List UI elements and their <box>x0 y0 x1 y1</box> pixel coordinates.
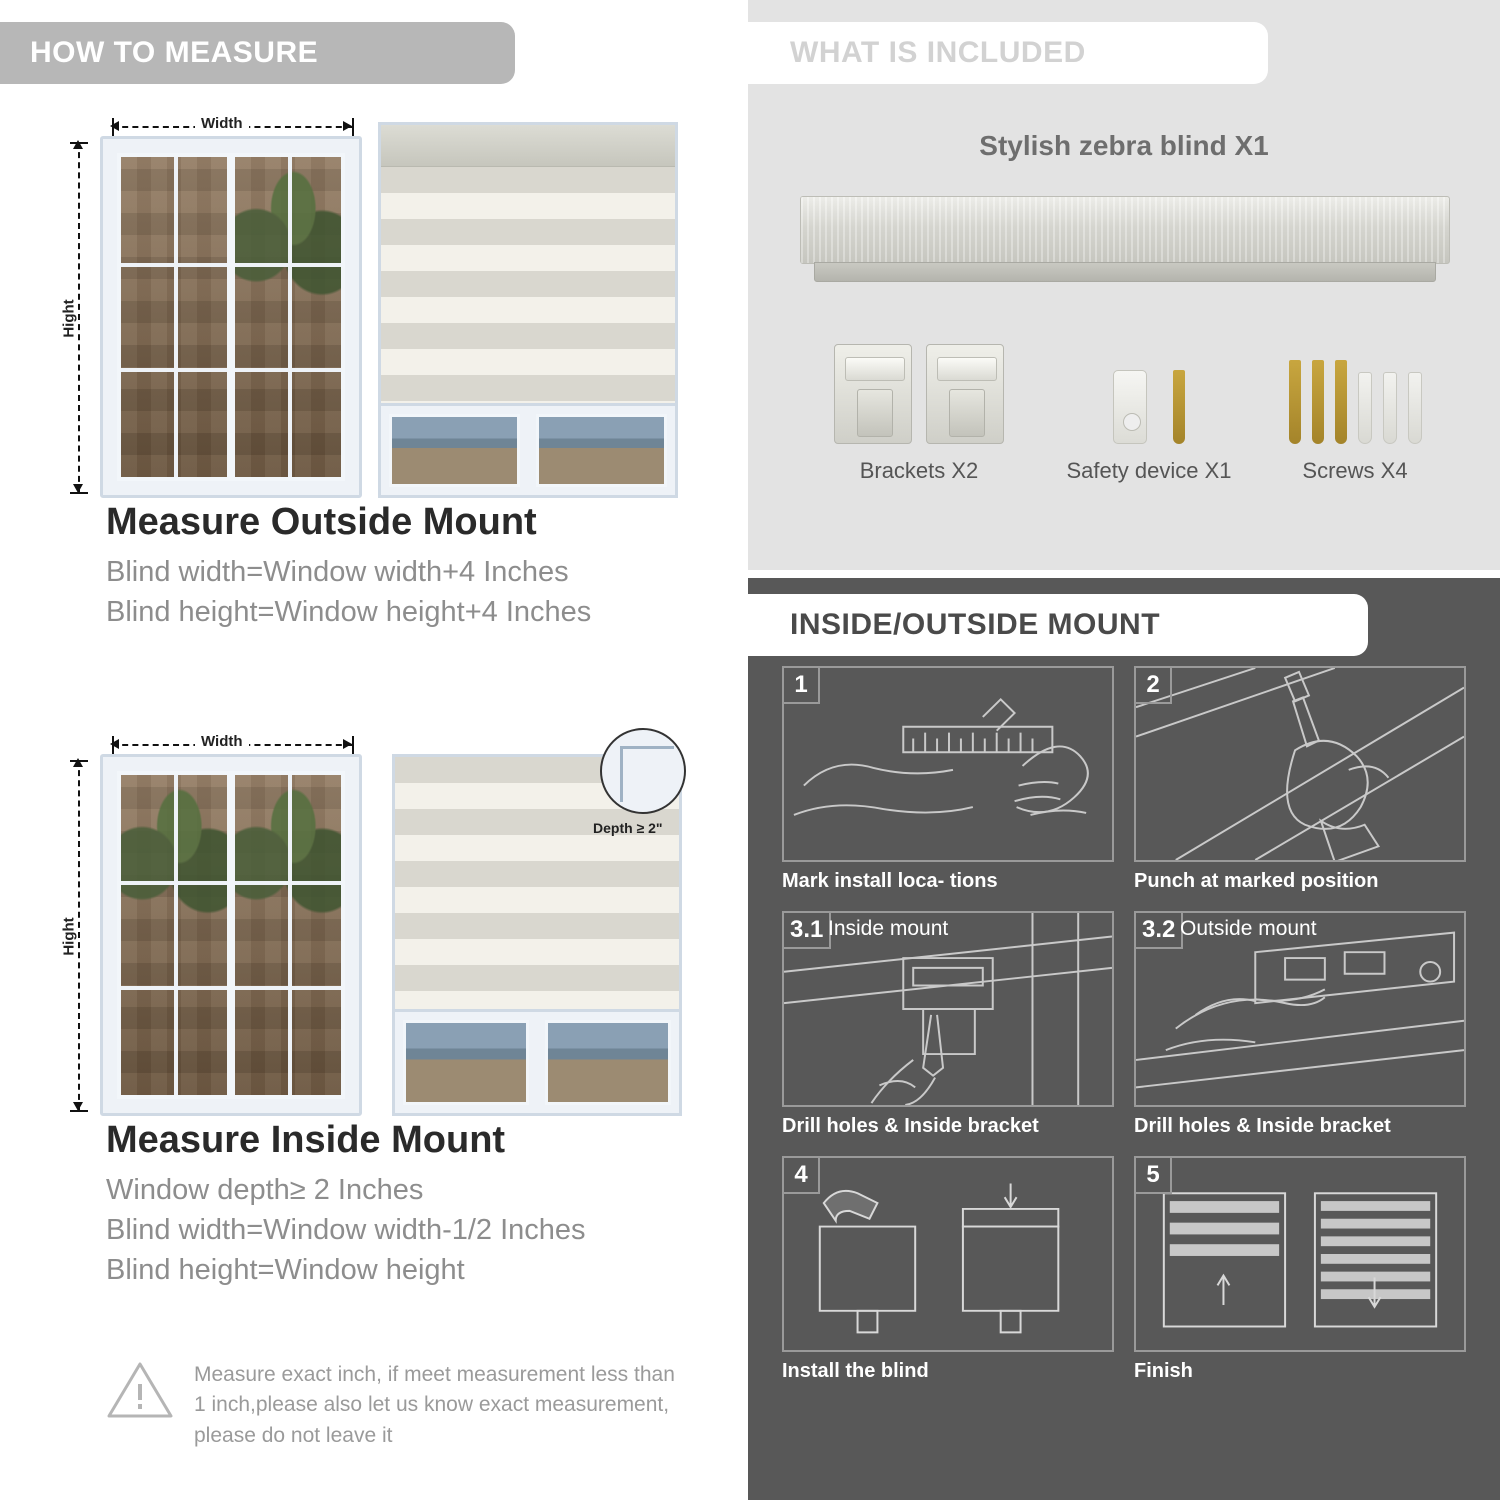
inside-mount-block <box>0 718 740 1290</box>
window-pane-right-inside <box>231 771 345 1099</box>
window-pane-right <box>231 153 345 481</box>
mount-step-1-caption: Mark install loca- tions <box>782 870 998 892</box>
measure-note <box>106 1360 686 1451</box>
blind-illustration-outside <box>378 122 678 498</box>
finish-sketch <box>1136 1158 1464 1350</box>
part-safety-device-label: Safety device X1 <box>1066 458 1232 483</box>
mount-step-5-number: 5 <box>1136 1158 1172 1194</box>
mount-step-3-1-image <box>782 911 1114 1107</box>
part-safety-device <box>1038 340 1260 484</box>
mount-step-1-number: 1 <box>784 668 820 704</box>
depth-label: Depth ≥ 2" <box>593 820 663 836</box>
warning-triangle-icon <box>106 1360 174 1420</box>
outside-mount-title: Measure Outside Mount <box>106 501 537 543</box>
mount-step-3-1 <box>782 911 1114 1138</box>
inside-height-tick-bottom <box>70 1110 88 1112</box>
inside-outside-mount-section <box>748 578 1500 1500</box>
mount-step-3-1-number: 3.1 <box>784 913 831 949</box>
outside-height-tick-bottom <box>70 492 88 494</box>
how-to-measure-banner <box>0 22 515 84</box>
outside-width-tick-right <box>352 118 354 136</box>
inside-outside-mount-banner <box>748 594 1368 656</box>
outside-height-dimension-line <box>78 142 80 492</box>
window-pane-left <box>117 153 231 481</box>
mount-step-4 <box>782 1156 1114 1383</box>
mount-step-2-image <box>1134 666 1466 862</box>
mount-step-2-caption: Punch at marked position <box>1134 870 1379 892</box>
what-is-included-banner <box>748 22 1268 84</box>
inside-outside-mount-banner-label: INSIDE/OUTSIDE MOUNT <box>790 608 1161 641</box>
mount-step-3-1-subtitle: Inside mount <box>828 917 949 940</box>
outside-mount-line-1: Blind width=Window width+4 Inches <box>106 556 569 588</box>
install-blind-sketch <box>784 1158 1112 1350</box>
included-headline: Stylish zebra blind X1 <box>979 130 1269 161</box>
inside-bracket-sketch <box>784 913 1112 1105</box>
blind-window-pane-left-inside <box>403 1020 529 1105</box>
safety-device-icon <box>1113 370 1147 444</box>
how-to-measure-banner-label: HOW TO MEASURE <box>30 36 319 69</box>
what-is-included-section <box>748 0 1500 570</box>
mount-step-3-2 <box>1134 911 1466 1138</box>
what-is-included-banner-label: WHAT IS INCLUDED <box>790 36 1086 69</box>
outside-mount-block <box>0 100 740 632</box>
blind-zebra-fabric-outside <box>381 167 675 412</box>
blind-headrail-outside <box>381 125 675 167</box>
outside-width-label: Width <box>195 115 249 132</box>
inside-width-arrow-right <box>343 739 352 749</box>
outside-mount-line-2: Blind height=Window height+4 Inches <box>106 596 592 629</box>
window-illustration-outside <box>100 136 362 498</box>
how-to-measure-section <box>0 0 740 1500</box>
wall-anchor-icon-1 <box>1358 372 1372 444</box>
screw-icon-2 <box>1312 360 1324 444</box>
inside-mount-line-3: Blind height=Window height <box>106 1254 465 1287</box>
mount-step-5-caption: Finish <box>1134 1360 1193 1382</box>
window-glass-outside <box>117 153 345 481</box>
bracket-icon-2 <box>926 344 1004 444</box>
inside-width-tick-left <box>112 736 114 754</box>
depth-callout-circle <box>600 728 686 814</box>
outside-width-arrow-right <box>343 121 352 131</box>
outside-mount-diagram <box>0 100 740 495</box>
window-pane-left-inside <box>117 771 231 1099</box>
measure-note-text: Measure exact inch, if meet measurement less than 1 inch,please also let us know exact measurement, please do not leave it <box>194 1363 675 1447</box>
mount-step-3-2-number: 3.2 <box>1136 913 1183 949</box>
blind-lower-window-outside <box>381 403 675 495</box>
mount-steps-grid <box>782 666 1466 1383</box>
inside-mount-diagram <box>0 718 740 1113</box>
inside-width-label: Width <box>195 733 249 750</box>
wall-anchor-icon-3 <box>1408 372 1422 444</box>
inside-height-dimension-line <box>78 760 80 1110</box>
screw-icon-3 <box>1335 360 1347 444</box>
inside-width-tick-right <box>352 736 354 754</box>
outside-height-label: Hight <box>60 299 78 338</box>
part-brackets <box>800 340 1038 484</box>
mount-step-1-image <box>782 666 1114 862</box>
blind-window-pane-left <box>389 414 520 487</box>
mount-step-4-image <box>782 1156 1114 1352</box>
inside-height-label: Hight <box>60 917 78 956</box>
mount-step-2 <box>1134 666 1466 893</box>
window-glass-inside <box>117 771 345 1099</box>
blind-window-pane-right-inside <box>545 1020 671 1105</box>
mount-step-5 <box>1134 1156 1466 1383</box>
mount-step-5-image <box>1134 1156 1466 1352</box>
mount-step-2-number: 2 <box>1136 668 1172 704</box>
part-screws <box>1260 340 1450 484</box>
outside-height-tick-top <box>70 142 88 144</box>
window-illustration-inside <box>100 754 362 1116</box>
mount-step-3-2-subtitle: Outside mount <box>1180 917 1317 940</box>
part-brackets-label: Brackets X2 <box>859 458 979 483</box>
blind-window-pane-right <box>536 414 667 487</box>
mount-step-4-number: 4 <box>784 1158 820 1194</box>
outside-bracket-sketch <box>1136 913 1464 1105</box>
screw-icon-1 <box>1289 360 1301 444</box>
mount-step-3-2-caption: Drill holes & Inside bracket <box>1134 1115 1391 1137</box>
mount-step-3-1-caption: Drill holes & Inside bracket <box>782 1115 1039 1137</box>
part-screws-label: Screws X4 <box>1302 458 1408 483</box>
column-divider <box>740 0 744 1500</box>
blind-lower-window-inside <box>395 1009 679 1113</box>
included-parts-row <box>800 340 1450 484</box>
mark-locations-sketch <box>784 668 1112 860</box>
zebra-blind-product-image <box>800 196 1450 288</box>
outside-width-tick-left <box>112 118 114 136</box>
mount-step-1 <box>782 666 1114 893</box>
inside-mount-line-2: Blind width=Window width-1/2 Inches <box>106 1214 586 1247</box>
mount-step-4-caption: Install the blind <box>782 1360 929 1382</box>
inside-height-tick-top <box>70 760 88 762</box>
wall-anchor-icon-2 <box>1383 372 1397 444</box>
drill-sketch <box>1136 668 1464 860</box>
inside-mount-line-1: Window depth≥ 2 Inches <box>106 1174 424 1206</box>
inside-mount-title: Measure Inside Mount <box>106 1119 506 1161</box>
bracket-icon-1 <box>834 344 912 444</box>
safety-screw-icon <box>1173 370 1185 444</box>
mount-step-3-2-image <box>1134 911 1466 1107</box>
